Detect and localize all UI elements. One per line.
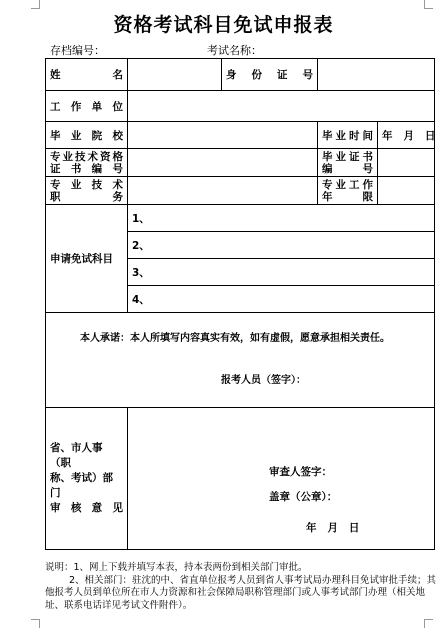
school-field[interactable] [128, 122, 318, 149]
corner-mark-bottom-left [31, 619, 40, 628]
employer-field[interactable] [128, 91, 435, 122]
exempt-subject-4[interactable]: 4、 [128, 286, 435, 313]
id-number-label: 身份证号 [222, 59, 318, 91]
exempt-subject-1[interactable]: 1、 [128, 205, 435, 232]
grad-time-label: 毕业时间 [318, 122, 378, 149]
school-label: 毕业院校 [46, 122, 128, 149]
seal-label: 盖章（公章）： [269, 491, 338, 503]
cert-no-field[interactable] [128, 149, 318, 177]
cert-no-label-line2: 证书编号 [50, 162, 123, 175]
work-years-label-line2: 年限 [322, 190, 373, 203]
notes [45, 562, 437, 612]
work-years-label-line1: 专业工作 [322, 178, 373, 191]
grad-time-field[interactable]: 年 月 日 [378, 122, 435, 149]
note-line-2: 2、相关部门：驻沈的中、省直单位报考人员到省人事考试局办理科目免试审批手续；其他报考人员到单位所在市人力资源和社会保障局职称管理部门或人事考试部门办理（相关地址、联系电话详见考试文件附件）。 [45, 574, 437, 611]
review-opinion-label-line1: 省、市人事（职 [50, 442, 103, 469]
review-opinion-label-line2: 称、考试）部门 [50, 472, 113, 499]
corner-mark-bottom-right [424, 619, 433, 628]
diploma-no-field[interactable] [378, 149, 435, 177]
diploma-no-label-line1: 毕业证书 [322, 150, 373, 163]
work-years-field[interactable] [378, 177, 435, 205]
professional-title-label-line1: 专业技术 [50, 178, 123, 191]
review-opinion-label [46, 408, 128, 550]
exempt-subject-2[interactable]: 2、 [128, 232, 435, 259]
employer-label: 工作单位 [46, 91, 128, 122]
diploma-no-label [318, 149, 378, 177]
corner-mark-top-left [31, 0, 40, 9]
review-opinion-label-line3: 审核意见 [50, 502, 123, 514]
note-line-1: 说明：1、网上下载并填写本表，持本表两份到相关部门审批。 [45, 562, 308, 573]
archive-no-label: 存档编号： [50, 44, 105, 57]
name-label: 姓名 [46, 59, 128, 91]
reviewer-signature-label: 审查人签字： [269, 466, 332, 478]
exempt-subjects-label: 申请免试科目 [46, 205, 128, 313]
professional-title-label [46, 177, 128, 205]
work-years-label [318, 177, 378, 205]
application-form-table [45, 58, 435, 550]
corner-mark-top-right [424, 0, 433, 9]
review-date: 年 月 日 [306, 522, 360, 534]
review-opinion-area[interactable] [128, 408, 435, 550]
page-title: 资格考试科目免试申报表 [113, 14, 334, 36]
exam-name-label: 考试名称： [207, 44, 262, 57]
diploma-no-label-line2: 编号 [322, 162, 373, 175]
professional-title-label-line2: 职务 [50, 190, 123, 203]
applicant-signature-label[interactable]: 报考人员（签字）： [221, 375, 306, 386]
pledge-section [46, 313, 435, 408]
exempt-subject-3[interactable]: 3、 [128, 259, 435, 286]
pledge-text: 本人承诺：本人所填写内容真实有效，如有虚假，愿意承担相关责任。 [80, 333, 390, 344]
professional-title-field[interactable] [128, 177, 318, 205]
id-number-field[interactable] [318, 59, 435, 91]
cert-no-label [46, 149, 128, 177]
cert-no-label-line1: 专业技术资格 [50, 150, 123, 163]
name-field[interactable] [128, 59, 222, 91]
